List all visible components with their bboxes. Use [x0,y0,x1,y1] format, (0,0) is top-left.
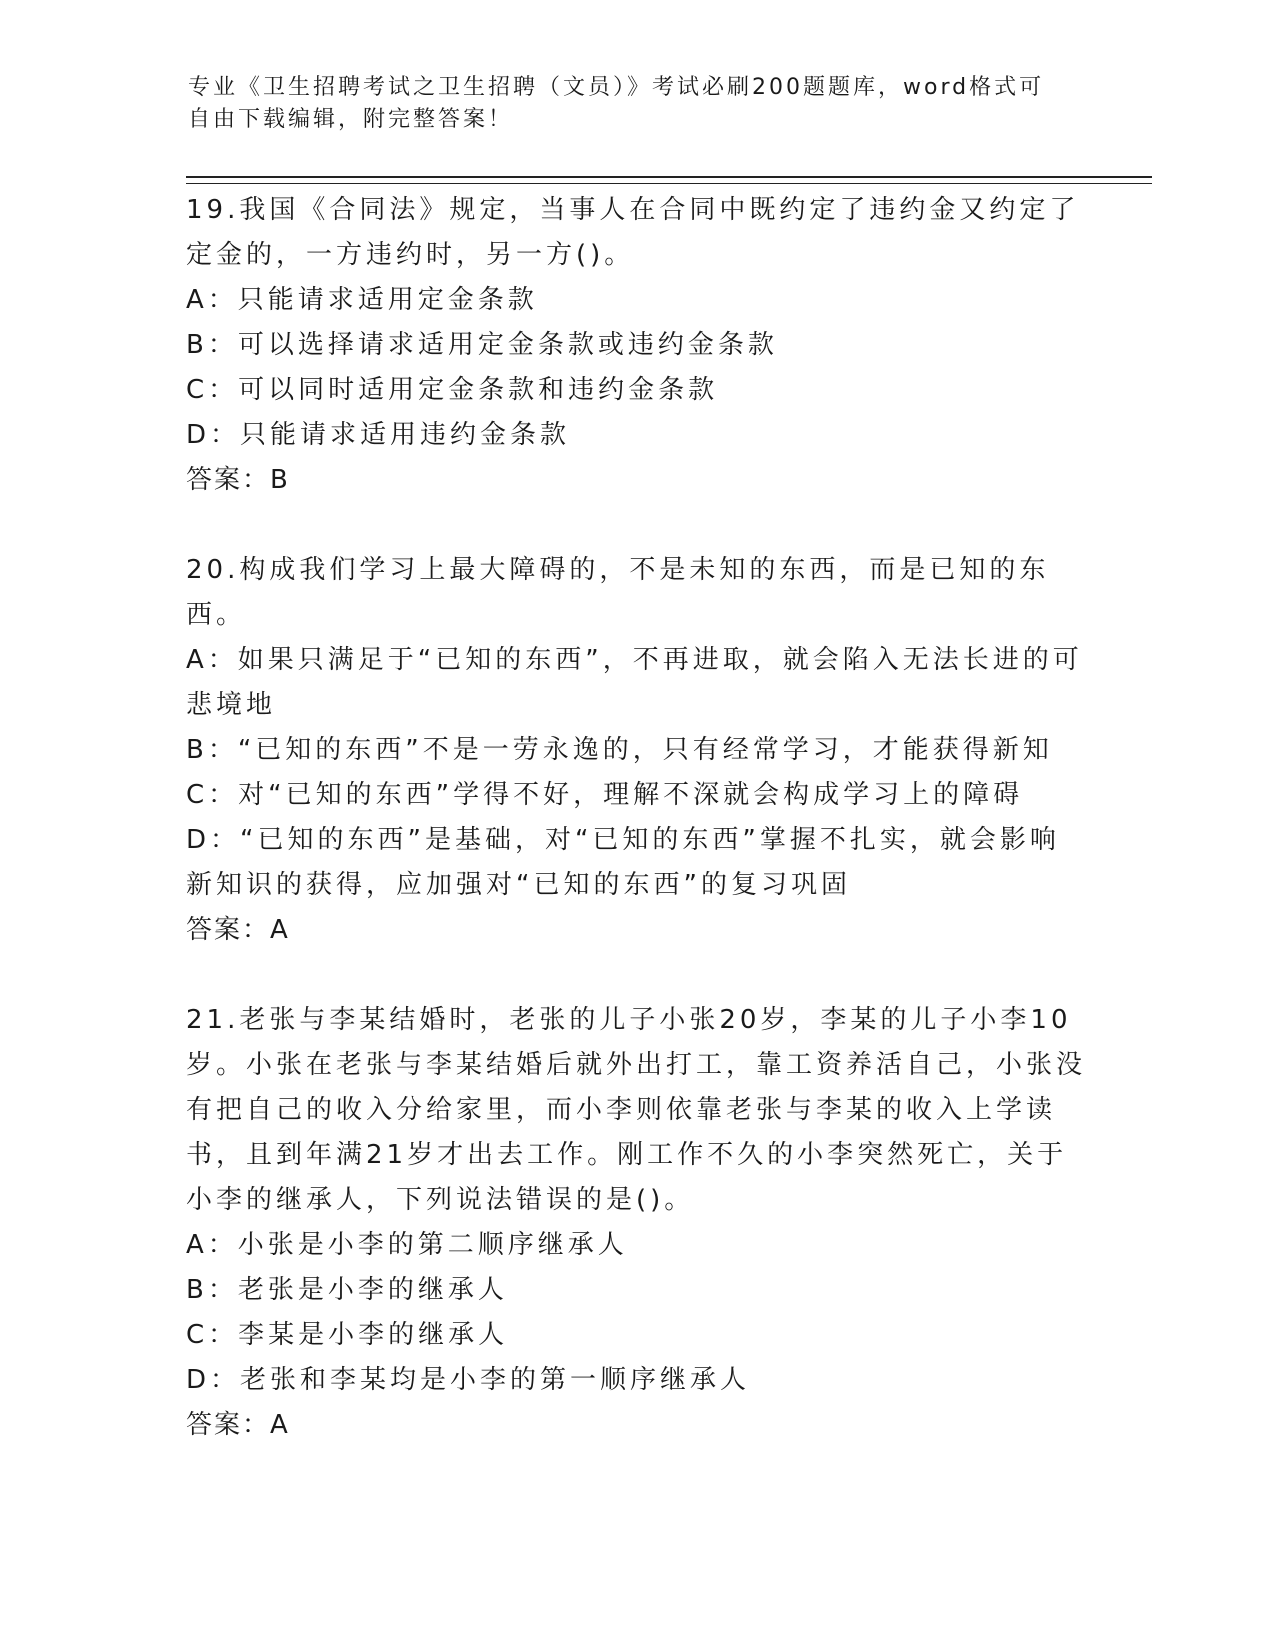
option-c: C：李某是小李的继承人 [186,1320,509,1350]
header-divider-thin [186,183,1152,184]
question-list [186,188,1086,1448]
option-c: C：可以同时适用定金条款和违约金条款 [186,375,719,405]
option-c: C：对“已知的东西”学得不好，理解不深就会构成学习上的障碍 [186,780,1024,810]
option-b: B：可以选择请求适用定金条款或违约金条款 [186,330,778,360]
option-d: D：只能请求适用违约金条款 [186,420,571,450]
option-b: B：老张是小李的继承人 [186,1275,508,1305]
option-a: A：如果只满足于“已知的东西”，不再进取，就会陷入无法长进的可悲境地 [186,645,1083,720]
answer-line: 答案：A [186,915,290,945]
question-stem: 21.老张与李某结婚时，老张的儿子小张20岁，李某的儿子小李10岁。小张在老张与李某结婚后就外出打工，靠工资养活自己，小张没有把自己的收入分给家里，而小李则依靠老张与李某的收入上学读书，且到年满21岁才出去工作。刚工作不久的小李突然死亡，关于小李的继承人，下列说法错误的是()。 [186,1005,1087,1215]
option-d: D：“已知的东西”是基础，对“已知的东西”掌握不扎实，就会影响新知识的获得，应加强对“已知的东西”的复习巩固 [186,825,1060,900]
question-stem: 20.构成我们学习上最大障碍的，不是未知的东西，而是已知的东西。 [186,555,1050,630]
option-d: D：老张和李某均是小李的第一顺序继承人 [186,1365,751,1395]
question-block-20 [186,548,1086,953]
document-header: 专业《卫生招聘考试之卫生招聘（文员）》考试必刷200题题库，word格式可自由下载编辑，附完整答案！ [188,75,1045,132]
answer-line: 答案：B [186,465,290,495]
question-block-19 [186,188,1086,503]
option-a: A：只能请求适用定金条款 [186,285,538,315]
question-stem: 19.我国《合同法》规定，当事人在合同中既约定了违约金又约定了定金的，一方违约时，另一方()。 [186,195,1080,270]
option-b: B：“已知的东西”不是一劳永逸的，只有经常学习，才能获得新知 [186,735,1053,765]
header-divider-thick [186,176,1152,178]
question-block-21 [186,998,1086,1448]
answer-line: 答案：A [186,1410,290,1440]
option-a: A：小张是小李的第二顺序继承人 [186,1230,628,1260]
